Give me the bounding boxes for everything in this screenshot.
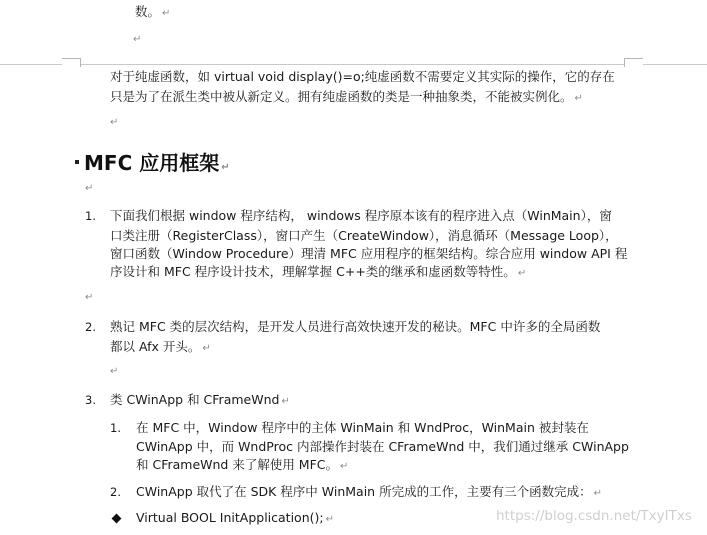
sub-list-number: 1. (110, 421, 121, 435)
text-line: 窗口函数（Window Procedure）理清 MFC 应用程序的框架结构。综合应用 window API 程 (110, 246, 628, 261)
paragraph-mark-icon: ↵ (221, 162, 230, 173)
text-line: 对于纯虚函数，如 virtual void display()=o;纯虚函数不需要定义其实际的操作，它的存在 (110, 69, 615, 84)
paragraph-mark-icon: ↵ (593, 488, 602, 499)
text-line (110, 337, 211, 359)
text-fragment: 都以 Afx 开头。 (110, 339, 201, 354)
diamond-bullet-icon (112, 514, 122, 524)
paragraph-mark-icon: ↵ (85, 183, 94, 194)
text-line (135, 2, 170, 24)
page-corner-marker (624, 58, 643, 67)
text-line (136, 508, 334, 530)
text-line: 口类注册（RegisterClass），窗口产生（CreateWindow），消息循环（Message Loop）， (110, 228, 618, 243)
text-line (136, 482, 602, 504)
text-fragment: 序设计和 MFC 程序设计技术，理解掌握 C++类的继承和虚函数等特性。 (110, 264, 516, 279)
text-fragment: 数。 (135, 4, 161, 19)
text-line (110, 87, 583, 109)
paragraph-mark-icon: ↵ (162, 8, 171, 19)
paragraph-mark-icon: ↵ (281, 396, 290, 407)
text-fragment: 只是为了在派生类中被从新定义。拥有纯虚函数的类是一种抽象类，不能被实例化。 (110, 89, 573, 104)
sub-list-number: 2. (110, 485, 121, 499)
list-number: 2. (85, 320, 96, 334)
text-line: 熟记 MFC 类的层次结构，是开发人员进行高效快速开发的秘诀。MFC 中许多的全局函数 (110, 319, 601, 334)
text-line: 在 MFC 中，Window 程序中的主体 WinMain 和 WndProc，WinMain 被封装在 (136, 420, 589, 435)
text-line (110, 262, 526, 284)
text-line: 下面我们根据 window 程序结构， windows 程序原本该有的程序进入点（WinMain），窗 (110, 208, 612, 223)
text-line: CWinApp 中，而 WndProc 内部操作封装在 CFrameWnd 中，我们通过继承 CWinApp (136, 439, 629, 454)
text-line (110, 390, 290, 412)
paragraph-mark-icon: ↵ (340, 461, 349, 472)
text-fragment: Virtual BOOL InitApplication(); (136, 510, 324, 525)
page-corner-marker (62, 58, 81, 67)
paragraph-mark-icon: ↵ (202, 343, 211, 354)
paragraph-mark-icon: ↵ (133, 34, 142, 45)
paragraph-mark-icon: ↵ (110, 117, 119, 128)
paragraph-mark-icon: ↵ (110, 366, 119, 377)
paragraph-mark-icon: ↵ (325, 514, 334, 525)
heading-text: MFC 应用框架 (84, 151, 220, 175)
page-break-divider (0, 64, 707, 65)
list-number: 3. (85, 393, 96, 407)
text-fragment: CWinApp 取代了在 SDK 程序中 WinMain 所完成的工作，主要有三个函数完成： (136, 484, 592, 499)
paragraph-mark-icon: ↵ (517, 268, 527, 279)
text-fragment: 和 CFrameWnd 来了解使用 MFC。 (136, 457, 339, 472)
watermark-text: https://blog.csdn.net/TxyITxs (496, 508, 692, 524)
paragraph-mark-icon: ↵ (85, 292, 94, 303)
text-line (136, 455, 348, 477)
list-number: 1. (85, 209, 96, 223)
paragraph-mark-icon: ↵ (574, 93, 583, 104)
section-heading (84, 150, 230, 181)
heading-bullet-icon (75, 160, 79, 164)
text-fragment: 类 CWinApp 和 CFrameWnd (110, 392, 280, 407)
